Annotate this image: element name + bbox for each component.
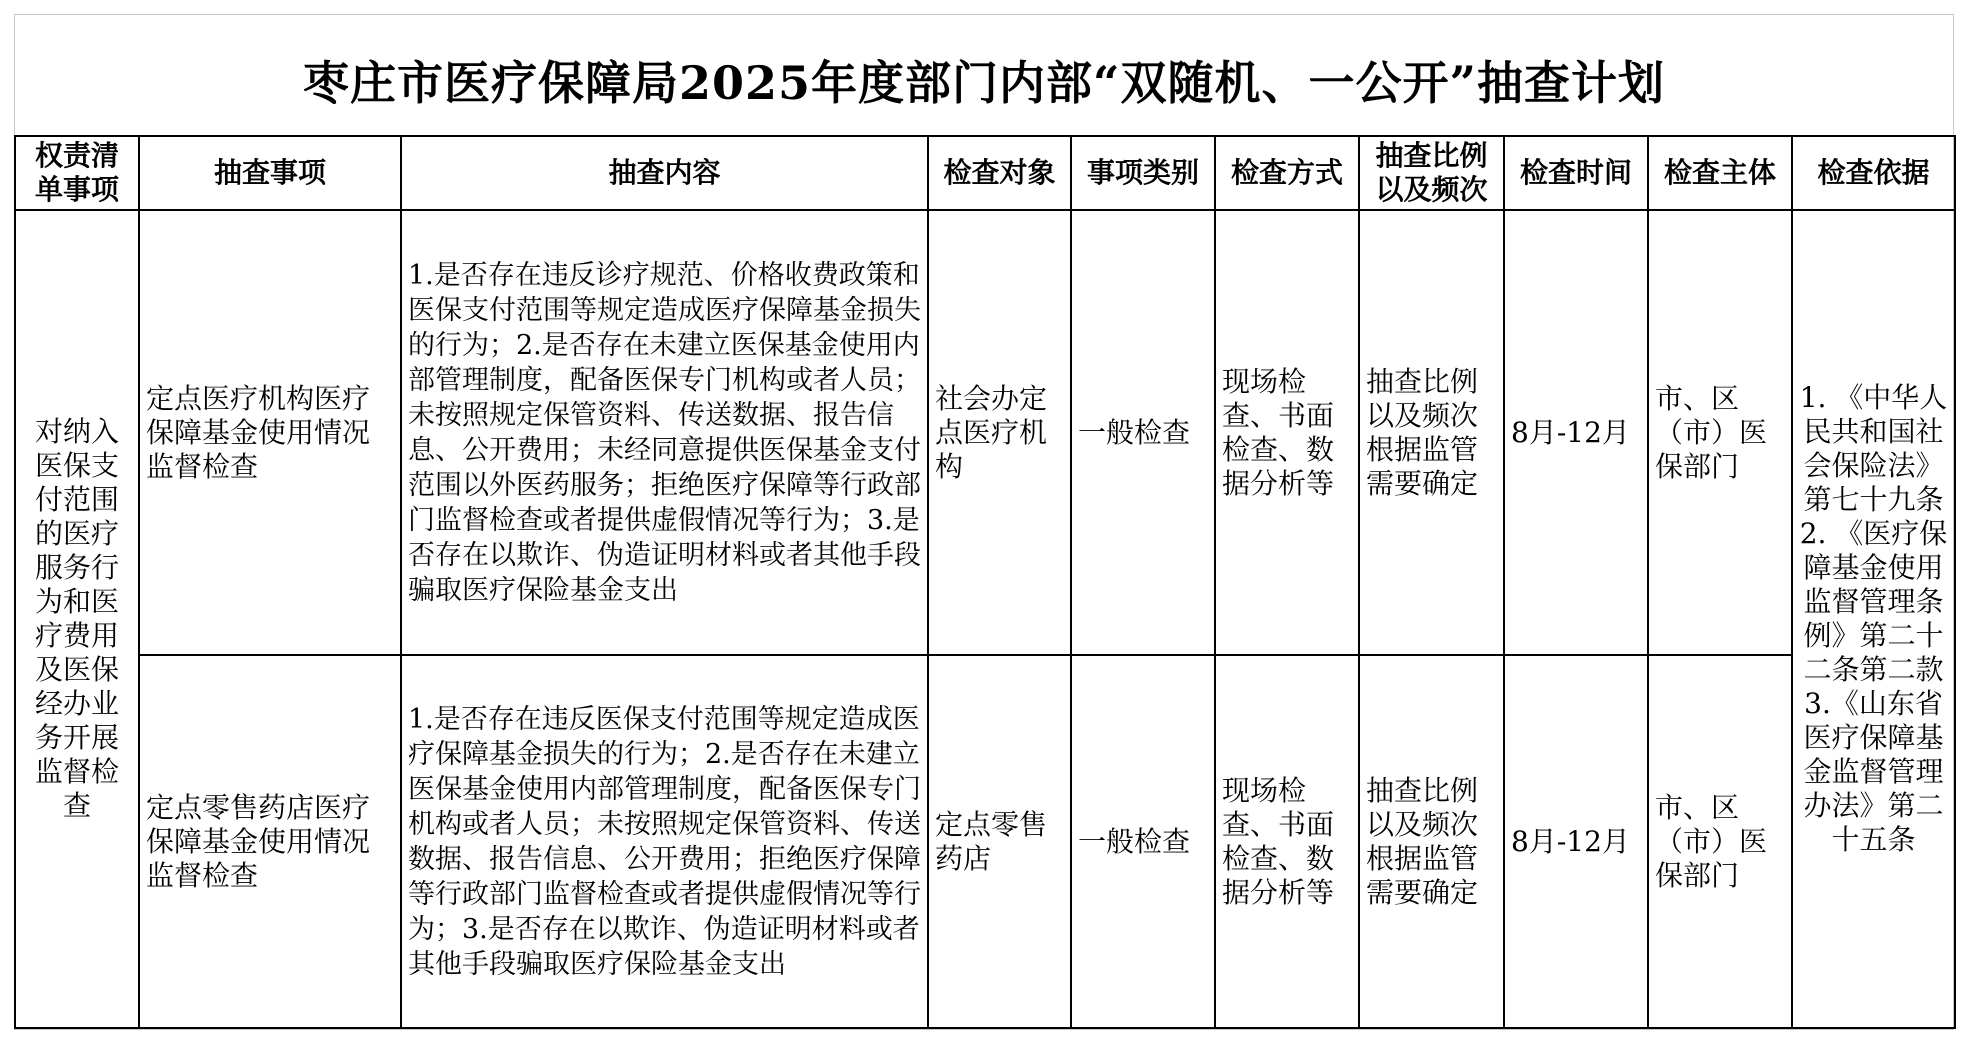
check-target-cell: 社会办定点医疗机构 xyxy=(928,210,1071,655)
responsibility-item-cell: 对纳入医保支付范围的医疗服务行为和医疗费用及医保经办业务开展监督检查 xyxy=(15,210,139,1028)
header-check-subject: 检查主体 xyxy=(1648,136,1792,210)
check-subject-cell: 市、区（市）医保部门 xyxy=(1648,655,1792,1028)
check-method-cell: 现场检查、书面检查、数据分析等 xyxy=(1215,655,1359,1028)
header-item-category: 事项类别 xyxy=(1071,136,1215,210)
check-subject-cell: 市、区（市）医保部门 xyxy=(1648,210,1792,655)
header-responsibility-item: 权责清单事项 xyxy=(15,136,139,210)
check-basis-cell: 1. 《中华人民共和国社会保险法》第七十九条 2. 《医疗保障基金使用监督管理条例》第二十二条第二款 3.《山东省医疗保障基金监督管理办法》第二十五条 xyxy=(1792,210,1955,1028)
header-check-basis: 检查依据 xyxy=(1792,136,1955,210)
header-check-target: 检查对象 xyxy=(928,136,1071,210)
check-content-cell: 1.是否存在违反诊疗规范、价格收费政策和医保支付范围等规定造成医疗保障基金损失的行为；2.是否存在未建立医保基金使用内部管理制度，配备医保专门机构或者人员；未按照规定保管资料、传送数据、报告信息、公开费用；未经同意提供医保基金支付范围以外医药服务；拒绝医疗保障等行政部门监督检查或者提供虚假情况等行为；3.是否存在以欺诈、伪造证明材料或者其他手段骗取医疗保险基金支出 xyxy=(401,210,928,655)
check-time-cell: 8月-12月 xyxy=(1504,210,1648,655)
inspection-plan-table xyxy=(14,135,1956,1029)
check-method-cell: 现场检查、书面检查、数据分析等 xyxy=(1215,210,1359,655)
ratio-frequency-cell: 抽查比例以及频次根据监管需要确定 xyxy=(1359,210,1504,655)
header-check-method: 检查方式 xyxy=(1215,136,1359,210)
check-item-cell: 定点零售药店医疗保障基金使用情况监督检查 xyxy=(139,655,401,1028)
table-row xyxy=(15,655,1955,1028)
ratio-frequency-cell: 抽查比例以及频次根据监管需要确定 xyxy=(1359,655,1504,1028)
check-category-cell: 一般检查 xyxy=(1071,655,1215,1028)
check-content-cell: 1.是否存在违反医保支付范围等规定造成医疗保障基金损失的行为；2.是否存在未建立医保基金使用内部管理制度，配备医保专门机构或者人员；未按照规定保管资料、传送数据、报告信息、公开费用；拒绝医疗保障等行政部门监督检查或者提供虚假情况等行为；3.是否存在以欺诈、伪造证明材料或者其他手段骗取医疗保险基金支出 xyxy=(401,655,928,1028)
check-item-cell: 定点医疗机构医疗保障基金使用情况监督检查 xyxy=(139,210,401,655)
check-target-cell: 定点零售药店 xyxy=(928,655,1071,1028)
header-ratio-frequency: 抽查比例以及频次 xyxy=(1359,136,1504,210)
table-header-row xyxy=(15,136,1955,210)
header-check-content: 抽查内容 xyxy=(401,136,928,210)
header-check-time: 检查时间 xyxy=(1504,136,1648,210)
table-row xyxy=(15,210,1955,655)
document-title: 枣庄市医疗保障局2025年度部门内部“双随机、一公开”抽查计划 xyxy=(303,56,1665,110)
check-category-cell: 一般检查 xyxy=(1071,210,1215,655)
header-check-item: 抽查事项 xyxy=(139,136,401,210)
check-time-cell: 8月-12月 xyxy=(1504,655,1648,1028)
